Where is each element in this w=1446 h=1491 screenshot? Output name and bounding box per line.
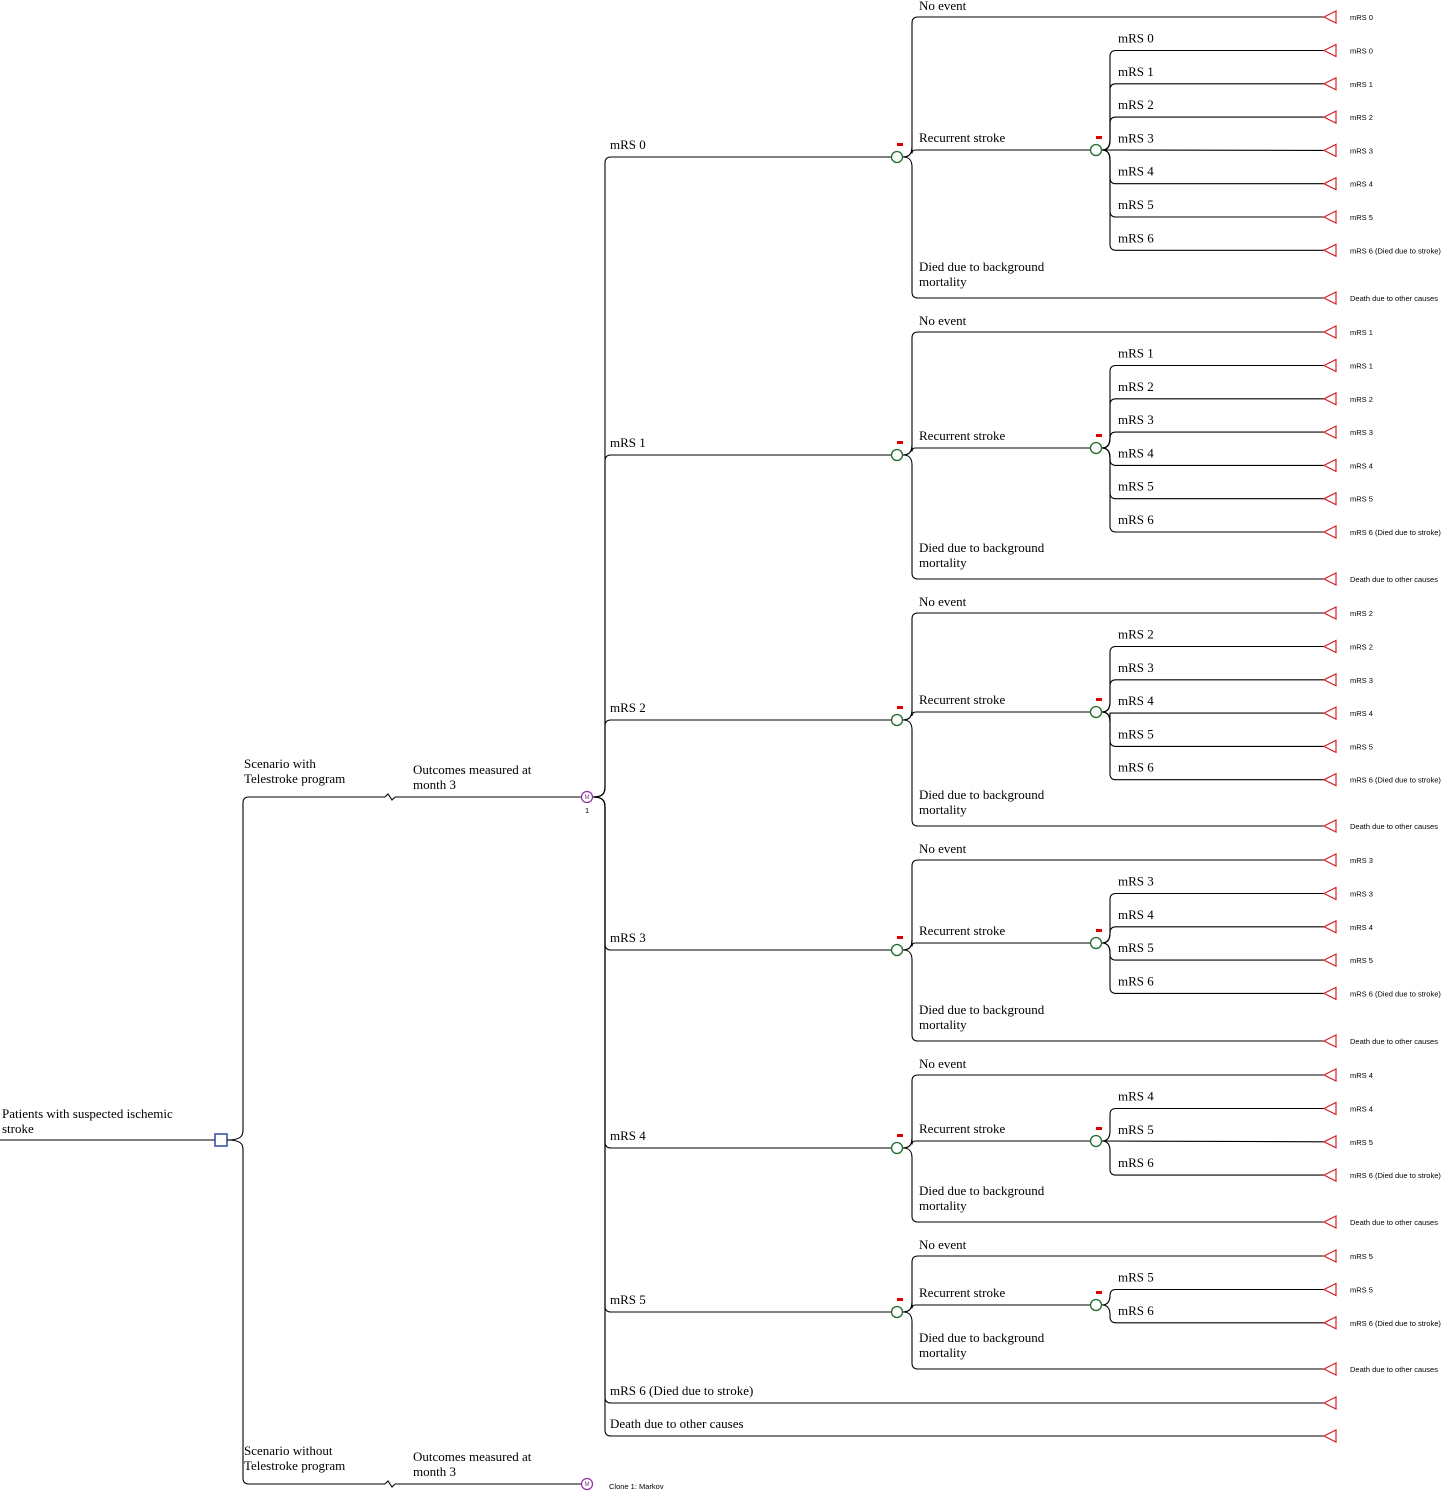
terminal-label: mRS 6 (Died due to stroke) bbox=[1350, 528, 1441, 537]
terminal-label: mRS 5 bbox=[1350, 1137, 1373, 1147]
terminal-node-icon bbox=[1324, 326, 1336, 338]
recurrent-label: Recurrent stroke bbox=[919, 1121, 1006, 1136]
chance-node-icon bbox=[892, 450, 903, 461]
terminal-node-icon bbox=[1324, 707, 1336, 719]
chance-node-icon bbox=[892, 1307, 903, 1318]
died-label: Died due to background bbox=[919, 1002, 1045, 1017]
strategy-label: Telestroke program bbox=[244, 1458, 346, 1473]
terminal-node-icon bbox=[1324, 111, 1336, 123]
chance-node-icon bbox=[1091, 1300, 1102, 1311]
terminal-node-icon bbox=[1324, 426, 1336, 438]
terminal-node-icon bbox=[1324, 526, 1336, 538]
flag-icon bbox=[897, 1134, 903, 1137]
outcome-branch bbox=[1102, 1141, 1324, 1142]
terminal-node-icon bbox=[1324, 459, 1336, 471]
terminal-label: Death due to other causes bbox=[1350, 575, 1438, 584]
node-number: 1 bbox=[585, 806, 590, 815]
terminal-node-icon bbox=[1324, 888, 1336, 900]
terminal-label: mRS 0 bbox=[1350, 46, 1373, 56]
state-label: mRS 0 bbox=[610, 137, 646, 152]
flag-icon bbox=[897, 706, 903, 709]
chance-node-icon bbox=[892, 715, 903, 726]
outcome-label: mRS 6 bbox=[1118, 512, 1154, 527]
flag-icon bbox=[1096, 1127, 1102, 1130]
no-event-label: No event bbox=[919, 1237, 967, 1252]
terminal-node-icon bbox=[1324, 1250, 1336, 1262]
chance-node-icon bbox=[1091, 1136, 1102, 1147]
chance-node-icon bbox=[892, 1143, 903, 1154]
terminal-node-icon bbox=[1324, 1430, 1336, 1442]
outcome-label: mRS 4 bbox=[1118, 1088, 1154, 1104]
state-label: mRS 3 bbox=[610, 930, 646, 945]
outcome-label: mRS 6 bbox=[1118, 230, 1154, 246]
terminal-node-icon bbox=[1324, 45, 1336, 57]
died-label: Died due to background bbox=[919, 259, 1045, 274]
outcome-label: mRS 6 bbox=[1118, 973, 1154, 989]
chance-node-icon bbox=[1091, 145, 1102, 156]
no-event-label: No event bbox=[919, 594, 967, 609]
chance-node-icon bbox=[892, 152, 903, 163]
terminal-label: mRS 2 bbox=[1350, 113, 1373, 123]
decision-node-icon bbox=[215, 1134, 227, 1146]
died-label: mortality bbox=[919, 1198, 967, 1213]
outcome-label: mRS 3 bbox=[1118, 412, 1154, 428]
terminal-node-icon bbox=[1324, 854, 1336, 866]
terminal-label: mRS 6 (Died due to stroke) bbox=[1350, 246, 1441, 256]
recurrent-label: Recurrent stroke bbox=[919, 692, 1006, 707]
outcome-label: mRS 2 bbox=[1118, 97, 1154, 113]
terminal-label: mRS 4 bbox=[1350, 922, 1373, 932]
flag-icon bbox=[897, 441, 903, 444]
terminal-node-icon bbox=[1324, 1136, 1336, 1148]
terminal-label: mRS 2 bbox=[1350, 394, 1373, 404]
terminal-node-icon bbox=[1324, 1035, 1336, 1047]
branch-break-icon bbox=[385, 1481, 395, 1487]
root-label: stroke bbox=[2, 1121, 34, 1136]
outcome-label: mRS 3 bbox=[1118, 873, 1154, 889]
died-label: Died due to background bbox=[919, 787, 1045, 802]
died-label: Died due to background bbox=[919, 1183, 1045, 1198]
terminal-node-icon bbox=[1324, 607, 1336, 619]
terminal-node-icon bbox=[1324, 493, 1336, 505]
terminal-label: mRS 5 bbox=[1350, 213, 1373, 222]
flag-icon bbox=[897, 1298, 903, 1301]
outcome-label: mRS 2 bbox=[1118, 626, 1154, 642]
died-label: mortality bbox=[919, 274, 967, 289]
died-label: mortality bbox=[919, 1017, 967, 1032]
terminal-label: Death due to other causes bbox=[1350, 822, 1438, 831]
no-event-branch bbox=[903, 1256, 1324, 1312]
terminal-node-icon bbox=[1324, 211, 1336, 223]
terminal-node-icon bbox=[1324, 1216, 1336, 1228]
terminal-node-icon bbox=[1324, 820, 1336, 832]
terminal-node-icon bbox=[1324, 1363, 1336, 1375]
terminal-label: mRS 3 bbox=[1350, 428, 1373, 438]
strategy-branch bbox=[227, 1140, 385, 1484]
flag-icon bbox=[1096, 1291, 1102, 1294]
recurrent-branch bbox=[903, 1138, 1090, 1148]
terminal-label: mRS 4 bbox=[1350, 709, 1373, 719]
outcome-label: mRS 1 bbox=[1118, 63, 1154, 79]
recurrent-branch bbox=[903, 940, 1090, 950]
state-label: mRS 5 bbox=[610, 1292, 646, 1307]
terminal-node-icon bbox=[1324, 674, 1336, 686]
state-label: mRS 6 (Died due to stroke) bbox=[610, 1383, 754, 1398]
outcome-label: mRS 4 bbox=[1118, 906, 1154, 922]
terminal-node-icon bbox=[1324, 1103, 1336, 1115]
recurrent-branch bbox=[903, 445, 1090, 455]
flag-icon bbox=[897, 936, 903, 939]
terminal-node-icon bbox=[1324, 78, 1336, 90]
terminal-label: Death due to other causes bbox=[1350, 294, 1438, 303]
outcome-label: mRS 5 bbox=[1118, 1269, 1154, 1285]
no-event-label: No event bbox=[919, 841, 967, 856]
terminal-label: mRS 5 bbox=[1350, 494, 1373, 504]
terminal-node-icon bbox=[1324, 774, 1336, 786]
strategy-branch bbox=[227, 797, 385, 1140]
died-label: Died due to background bbox=[919, 1330, 1045, 1345]
markov-glyph: M bbox=[584, 795, 590, 801]
terminal-label: Death due to other causes bbox=[1350, 1037, 1438, 1046]
terminal-label: mRS 4 bbox=[1350, 179, 1373, 189]
terminal-node-icon bbox=[1324, 987, 1336, 999]
terminal-node-icon bbox=[1324, 144, 1336, 156]
terminal-node-icon bbox=[1324, 1317, 1336, 1329]
outcome-branch bbox=[1102, 712, 1324, 722]
outcome-label: mRS 5 bbox=[1118, 478, 1154, 494]
terminal-node-icon bbox=[1324, 641, 1336, 653]
strategy-sublabel: Outcomes measured at bbox=[413, 762, 532, 777]
terminal-label: mRS 5 bbox=[1350, 1285, 1373, 1295]
state-label: mRS 1 bbox=[610, 435, 646, 450]
outcome-label: mRS 5 bbox=[1118, 1121, 1154, 1137]
terminal-node-icon bbox=[1324, 573, 1336, 585]
outcome-label: mRS 0 bbox=[1118, 30, 1154, 46]
terminal-label: mRS 6 (Died due to stroke) bbox=[1350, 1318, 1441, 1328]
terminal-label: mRS 4 bbox=[1350, 461, 1373, 471]
terminal-label: mRS 1 bbox=[1350, 328, 1373, 337]
outcome-label: mRS 1 bbox=[1118, 345, 1154, 361]
terminal-label: mRS 1 bbox=[1350, 361, 1373, 371]
strategy-label: Scenario with bbox=[244, 756, 316, 771]
terminal-label: mRS 5 bbox=[1350, 742, 1373, 752]
terminal-node-icon bbox=[1324, 393, 1336, 405]
terminal-label: mRS 3 bbox=[1350, 889, 1373, 899]
state-branch bbox=[593, 455, 891, 797]
terminal-label: mRS 6 (Died due to stroke) bbox=[1350, 989, 1441, 999]
died-label: mortality bbox=[919, 555, 967, 570]
outcome-label: mRS 5 bbox=[1118, 940, 1154, 956]
markov-glyph: M bbox=[584, 1482, 590, 1488]
terminal-node-icon bbox=[1324, 1069, 1336, 1081]
recurrent-branch bbox=[903, 710, 1090, 720]
flag-icon bbox=[1096, 434, 1102, 437]
terminal-label: mRS 6 (Died due to stroke) bbox=[1350, 1171, 1441, 1181]
recurrent-branch bbox=[903, 1302, 1090, 1312]
root-label: Patients with suspected ischemic bbox=[2, 1106, 173, 1121]
flag-icon bbox=[897, 143, 903, 146]
terminal-node-icon bbox=[1324, 244, 1336, 256]
outcome-label: mRS 4 bbox=[1118, 693, 1154, 709]
no-event-label: No event bbox=[919, 313, 967, 328]
outcome-label: mRS 6 bbox=[1118, 1155, 1154, 1171]
flag-icon bbox=[1096, 698, 1102, 701]
recurrent-label: Recurrent stroke bbox=[919, 428, 1006, 443]
strategy-sublabel: Outcomes measured at bbox=[413, 1449, 532, 1464]
strategy-label: Scenario without bbox=[244, 1443, 333, 1458]
terminal-label: mRS 3 bbox=[1350, 675, 1373, 685]
terminal-label: mRS 2 bbox=[1350, 642, 1373, 652]
state-branch bbox=[593, 797, 891, 1148]
outcome-label: mRS 6 bbox=[1118, 759, 1154, 775]
terminal-node-icon bbox=[1324, 11, 1336, 23]
terminal-node-icon bbox=[1324, 740, 1336, 752]
state-label: mRS 4 bbox=[610, 1128, 646, 1143]
terminal-node-icon bbox=[1324, 1169, 1336, 1181]
outcome-label: mRS 5 bbox=[1118, 726, 1154, 742]
terminal-label: Death due to other causes bbox=[1350, 1365, 1438, 1374]
terminal-label: mRS 5 bbox=[1350, 956, 1373, 966]
outcome-label: mRS 5 bbox=[1118, 197, 1154, 212]
flag-icon bbox=[1096, 136, 1102, 139]
state-branch bbox=[593, 720, 891, 797]
outcome-label: mRS 3 bbox=[1118, 130, 1154, 146]
outcome-label: mRS 6 bbox=[1118, 1302, 1154, 1318]
branch-break-icon bbox=[385, 794, 395, 800]
recurrent-label: Recurrent stroke bbox=[919, 1285, 1006, 1300]
terminal-node-icon bbox=[1324, 954, 1336, 966]
terminal-label: mRS 3 bbox=[1350, 856, 1373, 865]
terminal-label: mRS 1 bbox=[1350, 79, 1373, 89]
terminal-label: Death due to other causes bbox=[1350, 1218, 1438, 1227]
state-label: mRS 2 bbox=[610, 700, 646, 715]
outcome-label: mRS 2 bbox=[1118, 378, 1154, 394]
terminal-label: mRS 4 bbox=[1350, 1071, 1373, 1080]
died-label: Died due to background bbox=[919, 540, 1045, 555]
flag-icon bbox=[1096, 929, 1102, 932]
terminal-label: mRS 4 bbox=[1350, 1104, 1373, 1114]
outcome-label: mRS 4 bbox=[1118, 445, 1154, 461]
strategy-sublabel: month 3 bbox=[413, 777, 456, 792]
terminal-label: mRS 0 bbox=[1350, 13, 1373, 22]
terminal-node-icon bbox=[1324, 921, 1336, 933]
recurrent-label: Recurrent stroke bbox=[919, 923, 1006, 938]
terminal-node-icon bbox=[1324, 292, 1336, 304]
outcome-label: mRS 4 bbox=[1118, 163, 1154, 179]
chance-node-icon bbox=[1091, 938, 1102, 949]
state-branch bbox=[593, 797, 891, 950]
chance-node-icon bbox=[892, 945, 903, 956]
no-event-branch bbox=[903, 1075, 1324, 1148]
died-label: mortality bbox=[919, 802, 967, 817]
chance-node-icon bbox=[1091, 707, 1102, 718]
clone-label: Clone 1: Markov bbox=[609, 1482, 664, 1491]
outcome-label: mRS 3 bbox=[1118, 659, 1154, 675]
terminal-label: mRS 2 bbox=[1350, 609, 1373, 618]
terminal-node-icon bbox=[1324, 1284, 1336, 1296]
recurrent-branch bbox=[903, 147, 1090, 157]
recurrent-label: Recurrent stroke bbox=[919, 130, 1006, 145]
state-branch bbox=[593, 797, 891, 1312]
terminal-node-icon bbox=[1324, 178, 1336, 190]
terminal-label: mRS 6 (Died due to stroke) bbox=[1350, 775, 1441, 785]
strategy-sublabel: month 3 bbox=[413, 1464, 456, 1479]
terminal-node-icon bbox=[1324, 360, 1336, 372]
no-event-label: No event bbox=[919, 0, 967, 13]
state-label: Death due to other causes bbox=[610, 1416, 744, 1431]
terminal-label: mRS 5 bbox=[1350, 1252, 1373, 1261]
terminal-label: mRS 3 bbox=[1350, 146, 1373, 156]
no-event-label: No event bbox=[919, 1056, 967, 1071]
terminal-node-icon bbox=[1324, 1397, 1336, 1409]
strategy-label: Telestroke program bbox=[244, 771, 346, 786]
chance-node-icon bbox=[1091, 443, 1102, 454]
died-label: mortality bbox=[919, 1345, 967, 1360]
